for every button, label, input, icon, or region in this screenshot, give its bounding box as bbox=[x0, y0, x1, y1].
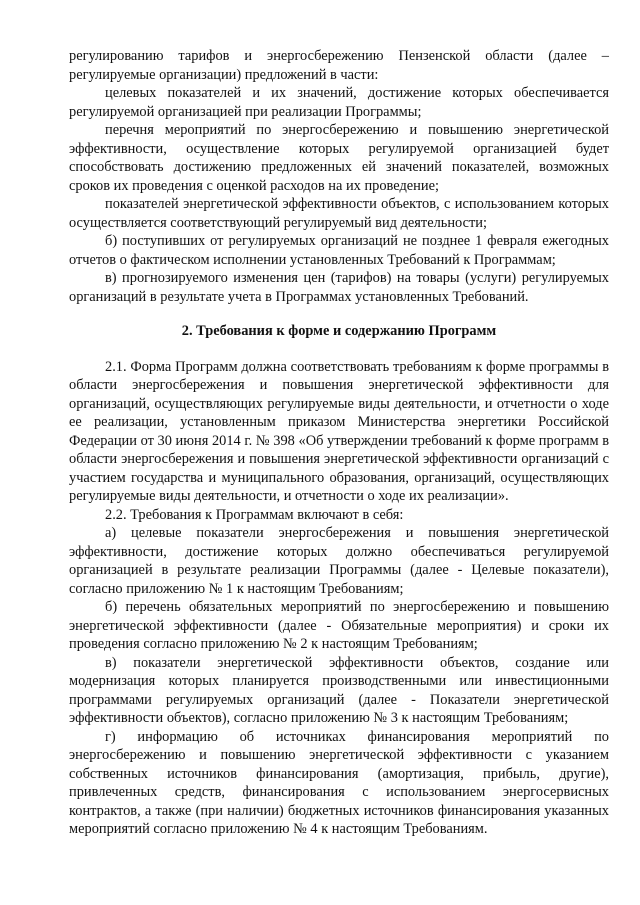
document-page bbox=[69, 47, 609, 839]
paragraph-price-forecast: в) прогнозируемого изменения цен (тарифов) на товары (услуги) регулируемых организаций в результате учета в Программах установленных Требований. bbox=[69, 270, 609, 305]
paragraph-reports: б) поступивших от регулируемых организаций не позднее 1 февраля ежегодных отчетов о фактическом исполнении установленных Требований к Программам; bbox=[69, 233, 609, 268]
paragraph-measures-list: перечня мероприятий по энергосбережению и повышению энергетической эффективности, осуществление которых регулируемой организацией будет способствовать достижению предложенных ей значений показателей, возможных сроков их проведения с оценкой расходов на их проведение; bbox=[69, 122, 609, 194]
paragraph-2-2: 2.2. Требования к Программам включают в себя: bbox=[105, 506, 404, 523]
paragraph-2-1: 2.1. Форма Программ должна соответствовать требованиям к форме программы в области энергосбережения и повышения энергетической эффективности для организаций, осуществляющих регулируемые виды деятельности, и отчетности о ходе ее реализации, установленным приказом Министерства энергетики Российской Федерации от 30 июня 2014 г. № 398 «Об утверждении требований к форме программ в области энергосбережения и повышения энергетической эффективности организаций с участием государства и муниципального образования, организаций, осуществляющих регулируемые виды деятельности, и отчетности о ходе их реализации». bbox=[69, 358, 609, 504]
paragraph-2-2-b: б) перечень обязательных мероприятий по энергосбережению и повышению энергетической эффективности (далее - Обязательные мероприятия) и сроки их проведения согласно приложению № 2 к настоящим Требованиям; bbox=[69, 599, 609, 652]
paragraph-intro-continuation: регулированию тарифов и энергосбережению Пензенской области (далее – регулируемые организации) предложений в части: bbox=[69, 48, 609, 83]
section-heading: 2. Требования к форме и содержанию Программ bbox=[181, 323, 497, 339]
paragraph-target-indicators: целевых показателей и их значений, достижение которых обеспечивается регулируемой организацией при реализации Программы; bbox=[69, 85, 609, 120]
paragraph-efficiency-indicators: показателей энергетической эффективности объектов, с использованием которых осуществляется соответствующий регулируемый вид деятельности; bbox=[69, 196, 609, 231]
paragraph-2-2-g: г) информацию об источниках финансирования мероприятий по энергосбережению и повышению энергетической эффективности с указанием собственных источников финансирования (амортизация, прибыль, другие), привлеченных средств, финансирования с использованием энергосервисных контрактов, а также (при наличии) бюджетных источников финансирования указанных мероприятий согласно приложению № 4 к настоящим Требованиям. bbox=[69, 728, 609, 837]
paragraph-2-2-a: а) целевые показатели энергосбережения и повышения энергетической эффективности, достижение которых должно обеспечиваться регулируемой организацией в результате реализации Программы (далее - Целевые показатели), согласно приложению № 1 к настоящим Требованиям; bbox=[69, 525, 609, 597]
paragraph-2-2-v: в) показатели энергетической эффективности объектов, создание или модернизация которых планируется производственными или инвестиционными программами регулируемых организаций (далее - Показатели энергетической эффективности объектов), согласно приложению № 3 к настоящим Требованиям; bbox=[69, 654, 609, 726]
